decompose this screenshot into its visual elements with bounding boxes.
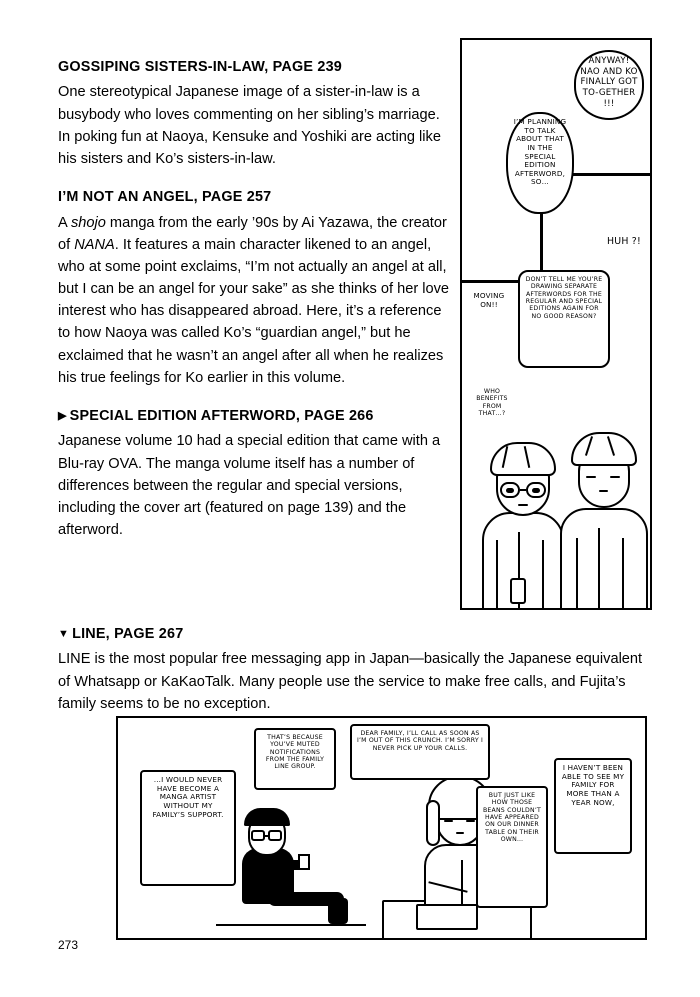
drink-can bbox=[510, 578, 526, 604]
triangle-right-icon: ▶ bbox=[58, 409, 67, 422]
shirt-line bbox=[598, 528, 600, 610]
character-seated-man bbox=[228, 806, 348, 934]
speech-bubble-but-just-like-how: BUT JUST LIKE HOW THOSE BEANS COULDN’T HAVE APPEARED ON OUR DINNER TABLE ON THEIR OWN… bbox=[476, 786, 548, 908]
glasses-bridge bbox=[520, 489, 526, 491]
shirt-line bbox=[461, 860, 463, 906]
speech-bubble-thats-because-muted: THAT’S BECAUSE YOU’VE MUTED NOTIFICATIONS FROM THE FAMILY LINE GROUP. bbox=[254, 728, 336, 790]
note-section-line bbox=[58, 625, 643, 715]
speech-bubble-huh: HUH ?! bbox=[602, 232, 646, 266]
section-heading-with-marker bbox=[58, 407, 450, 426]
section-body: LINE is the most popular free messaging app in Japan—basically the Japanese equivalent of Whatsapp or KaKaoTalk. Many people use the service to make free calls, and Fujita’s family seems to be no exception. bbox=[58, 651, 643, 712]
eye-right bbox=[466, 820, 475, 822]
character-girl bbox=[480, 440, 566, 610]
section-heading-text: LINE, PAGE 267 bbox=[72, 626, 184, 642]
page-number: 273 bbox=[58, 938, 79, 952]
speech-bubble-planning: I’M PLANNING TO TALK ABOUT THAT IN THE SPECIAL EDITION AFTERWORD, SO… bbox=[506, 112, 574, 214]
jacket-line bbox=[496, 540, 498, 610]
eye-left bbox=[506, 488, 514, 493]
speech-bubble-dont-tell-me: DON’T TELL ME YOU’RE DRAWING SEPARATE AFTERWORDS FOR THE REGULAR AND SPECIAL EDITIONS AGAIN FOR NO GOOD REASON? bbox=[518, 270, 610, 368]
section-body: Japanese volume 10 had a special edition that came with a Blu-ray OVA. The manga volume itself has a number of differences between the regular and special versions, including the cover art (featured on page 139) and the afterword. bbox=[58, 433, 441, 539]
section-body: One stereotypical Japanese image of a sister-in-law is a busybody who loves commenting on her sibling’s marriage. In poking fun at Naoya, Kensuke and Yoshiki are acting like his sisters and Ko’s sisters-in-law. bbox=[58, 84, 441, 167]
note-section-angel bbox=[58, 188, 450, 389]
section-heading-text: SPECIAL EDITION AFTERWORD, PAGE 266 bbox=[69, 407, 374, 424]
shoe bbox=[328, 898, 348, 924]
glasses-bridge bbox=[265, 835, 268, 837]
eye-right bbox=[610, 476, 620, 478]
manga-panel-bottom bbox=[116, 716, 647, 940]
mouth bbox=[599, 490, 608, 492]
manga-panel-right bbox=[460, 38, 652, 610]
character-boy bbox=[558, 422, 650, 610]
section-heading-with-marker bbox=[58, 625, 643, 644]
section-heading: I’M NOT AN ANGEL, PAGE 257 bbox=[58, 189, 272, 206]
speech-bubble-havent-been-able: I HAVEN’T BEEN ABLE TO SEE MY FAMILY FOR MORE THAN A YEAR NOW, bbox=[554, 758, 632, 854]
character-hair bbox=[244, 808, 290, 826]
eye-left bbox=[444, 820, 453, 822]
smartphone bbox=[298, 854, 310, 870]
character-hair bbox=[571, 432, 637, 466]
notes-text-column bbox=[58, 58, 450, 559]
triangle-down-icon: ▼ bbox=[58, 628, 70, 640]
speech-bubble-i-would-never: …I WOULD NEVER HAVE BECOME A MANGA ARTIST WITHOUT MY FAMILY’S SUPPORT. bbox=[140, 770, 236, 886]
glasses-lens-left bbox=[251, 830, 265, 841]
glasses-lens-right bbox=[268, 830, 282, 841]
paper-sheet bbox=[416, 904, 478, 930]
speech-bubble-dear-family: DEAR FAMILY, I’LL CALL AS SOON AS I’M OUT OF THIS CRUNCH. I’M SORRY I NEVER PICK UP YOUR CALLS. bbox=[350, 724, 490, 780]
speech-bubble-who-benefits: WHO BENEFITS FROM THAT…? bbox=[468, 384, 516, 422]
floor-line bbox=[216, 924, 366, 926]
shirt-line bbox=[622, 538, 624, 610]
character-body bbox=[560, 508, 648, 610]
eye-right bbox=[532, 488, 540, 493]
eye-left bbox=[586, 476, 596, 478]
section-heading: GOSSIPING SISTERS-IN-LAW, PAGE 239 bbox=[58, 59, 343, 75]
speech-bubble-anyway: ANYWAY! NAO AND KO FINALLY GOT TO-GETHER !!! bbox=[574, 50, 644, 120]
mouth bbox=[456, 832, 464, 834]
speech-bubble-moving-on: MOVING ON!! bbox=[466, 288, 512, 326]
hair-side-left bbox=[426, 800, 440, 846]
jacket-line bbox=[542, 540, 544, 610]
shirt-line bbox=[576, 538, 578, 610]
section-body: A shojo manga from the early ’90s by Ai Yazawa, the creator of NANA. It features a main character likened to an angel, who at some point exclaims, “I’m not actually an angel at all, but I can be an angel for your sake” as she thinks of her love interest who has disappeared abroad. Here, it’s a reference to how Naoya was called Ko’s “guardian angel,” but he exclaimed that he wasn’t an angel after all when he realizes his true feelings for Ko earlier in this volume. bbox=[58, 214, 450, 386]
note-section-special-edition bbox=[58, 407, 450, 541]
note-section-gossiping bbox=[58, 58, 450, 170]
mouth bbox=[518, 504, 528, 506]
